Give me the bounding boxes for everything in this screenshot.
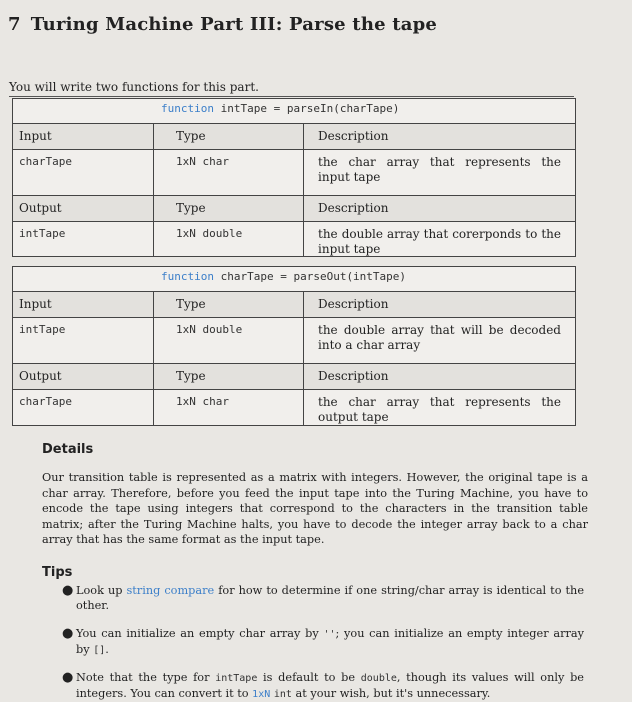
tip-text: is default to be	[257, 671, 361, 684]
output-row	[13, 389, 575, 426]
section-title-text: Turing Machine Part III: Parse the tape	[30, 14, 438, 35]
input-name: intTape	[19, 323, 66, 336]
empty-char-code: ''	[323, 629, 336, 640]
list-item	[62, 584, 584, 613]
list-item	[62, 671, 584, 702]
output-name: charTape	[19, 395, 72, 408]
intro-divider	[9, 96, 574, 97]
details-heading: Details	[42, 442, 94, 457]
input-type: 1xN char	[176, 155, 229, 168]
bullet-icon: ●	[62, 583, 74, 598]
int-code: int	[273, 688, 292, 700]
list-item	[62, 627, 584, 658]
parseout-table	[12, 266, 576, 426]
input-header-row	[13, 123, 575, 150]
input-description: the double array that will be decoded into a char array	[318, 323, 561, 352]
tip-text: ; you can initialize an empty integer array by	[76, 627, 584, 656]
output-description: the char array that represents the output tape	[318, 395, 561, 424]
output-type: 1xN double	[176, 227, 243, 240]
header-type: Type	[176, 129, 206, 143]
header-description: Description	[318, 201, 389, 215]
input-row	[13, 317, 575, 364]
string-compare-link[interactable]: string compare	[126, 584, 215, 597]
details-paragraph: Our transition table is represented as a matrix with integers. However, the original tape is a char array. Therefore, before you feed the input tape into the Turing Machine, you have to encode the tape using integers that correspond to the characters in the transition table matrix; after the Turing Machine halts, you have to decode the integer array back to a char array that has the same format as the input tape.	[42, 471, 588, 546]
parsein-signature	[13, 99, 575, 117]
tips-list	[62, 584, 584, 702]
input-type: 1xN double	[176, 323, 243, 336]
tip-text: .	[105, 642, 109, 656]
header-type: Type	[176, 201, 206, 215]
tip-text: for how to determine if one string/char array is identical to the other.	[76, 584, 585, 612]
tip-text: Note that the type for	[76, 671, 216, 684]
header-description: Description	[318, 369, 389, 383]
tip-text: at your wish, but it's unnecessary.	[291, 686, 491, 700]
parseout-signature	[13, 267, 575, 285]
dims-code: 1xN	[252, 688, 271, 700]
input-header-row	[13, 291, 575, 318]
header-output: Output	[19, 369, 62, 383]
header-output: Output	[19, 201, 62, 215]
header-input: Input	[19, 297, 52, 311]
signature-text: intTape = parseIn(charTape)	[220, 102, 400, 115]
tip-text: , though its values will only be integers. You can convert it to	[76, 671, 584, 700]
input-name: charTape	[19, 155, 72, 168]
tips-heading: Tips	[42, 565, 73, 580]
output-header-row	[13, 363, 575, 390]
double-code: double	[360, 673, 397, 684]
tip-text: You can initialize an empty char array by	[76, 627, 324, 640]
section-title	[8, 14, 437, 35]
intro-text: You will write two functions for this part.	[9, 80, 259, 94]
header-description: Description	[318, 129, 389, 143]
section-number: 7	[8, 14, 21, 35]
header-type: Type	[176, 369, 206, 383]
input-row	[13, 149, 575, 196]
signature-keyword: function	[161, 102, 214, 115]
header-input: Input	[19, 129, 52, 143]
empty-int-code: []	[93, 644, 106, 656]
bullet-icon: ●	[62, 626, 74, 641]
tip-text: Look up	[76, 584, 127, 597]
input-description: the char array that represents the input tape	[318, 155, 561, 184]
signature-text: charTape = parseOut(intTape)	[220, 270, 407, 283]
bullet-icon: ●	[62, 670, 74, 685]
output-type: 1xN char	[176, 395, 229, 408]
parsein-table	[12, 98, 576, 257]
inttape-code: intTape	[215, 673, 258, 684]
output-name: intTape	[19, 227, 66, 240]
header-description: Description	[318, 297, 389, 311]
output-header-row	[13, 195, 575, 222]
signature-keyword: function	[161, 270, 214, 283]
header-type: Type	[176, 297, 206, 311]
output-description: the double array that corerponds to the input tape	[318, 227, 561, 256]
output-row	[13, 221, 575, 257]
